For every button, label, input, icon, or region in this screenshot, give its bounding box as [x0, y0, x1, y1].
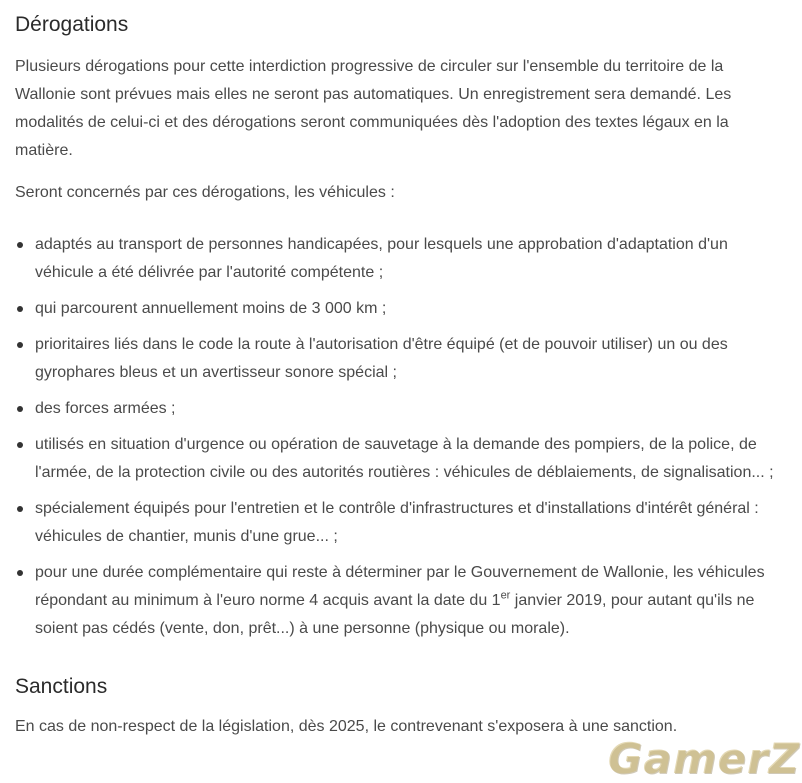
- list-item: qui parcourent annuellement moins de 3 000 km ;: [15, 295, 787, 323]
- section-title-derogations: Dérogations: [15, 13, 129, 36]
- article-content: [15, 10, 787, 741]
- section-title-sanctions: Sanctions: [15, 675, 108, 698]
- bullet-icon: [17, 570, 23, 576]
- list-item: utilisés en situation d'urgence ou opération de sauvetage à la demande des pompiers, de la police, de l'armée, de la protection civile ou des autorités routières : véhicules de déblaiements, de signalisation... ;: [15, 431, 787, 487]
- sanctions-text: En cas de non-respect de la législation, dès 2025, le contrevenant s'exposera à une sanction.: [15, 718, 678, 735]
- derogations-intro: Plusieurs dérogations pour cette interdiction progressive de circuler sur l'ensemble du territoire de la Wallonie sont prévues mais elles ne seront pas automatiques. Un enregistrement sera demandé. Les modalités de celui-ci et des dérogations seront communiquées dès l'adoption des textes légaux en la matière.: [15, 58, 732, 159]
- bullet-icon: [17, 442, 23, 448]
- bullet-icon: [17, 506, 23, 512]
- bullet-icon: [17, 342, 23, 348]
- watermark-logo: GamerZ: [607, 734, 800, 783]
- derogations-list: [15, 231, 787, 643]
- bullet-icon: [17, 406, 23, 412]
- bullet-icon: [17, 306, 23, 312]
- list-item: des forces armées ;: [15, 395, 787, 423]
- derogations-lead: Seront concernés par ces dérogations, les véhicules :: [15, 184, 395, 201]
- list-item: spécialement équipés pour l'entretien et le contrôle d'infrastructures et d'installations d'intérêt général : véhicules de chantier, munis d'une grue... ;: [15, 495, 787, 551]
- list-item: prioritaires liés dans le code la route à l'autorisation d'être équipé (et de pouvoir utiliser) un ou des gyrophares bleus et un avertisseur sonore spécial ;: [15, 331, 787, 387]
- list-item: adaptés au transport de personnes handicapées, pour lesquels une approbation d'adaptation d'un véhicule a été délivrée par l'autorité compétente ;: [15, 231, 787, 287]
- list-item: pour une durée complémentaire qui reste à déterminer par le Gouvernement de Wallonie, les véhicules répondant au minimum à l'euro norme 4 acquis avant la date du 1er janvier 2019, pour autant qu'ils ne soient pas cédés (vente, don, prêt...) à une personne (physique ou morale).: [15, 559, 787, 643]
- bullet-icon: [17, 242, 23, 248]
